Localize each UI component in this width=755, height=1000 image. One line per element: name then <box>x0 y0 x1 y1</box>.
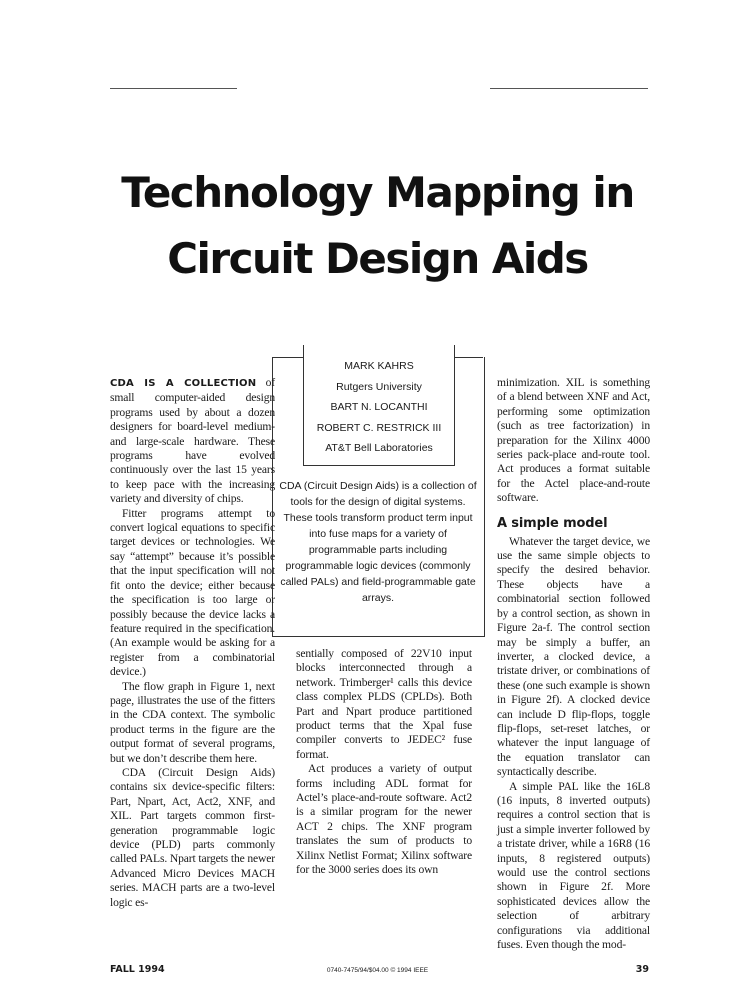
paragraph: A simple PAL like the 16L8 (16 inputs, 8 inverted outputs) requires a control section that is just a simple inverter followed by a tristate driver, while a 16R8 (16 inputs, 8 registered outputs) would use the control sections shown in Figure 2f. More sophisticated devices allow the selection of arbitrary configurations via additional fuses. Even though the mod- <box>497 779 650 952</box>
paragraph: Whatever the target device, we use the same simple objects to specify the desired behavior. These objects have a combinatorial section followed by a control section, as shown in Figure 2a-f. The control section may be simply a buffer, an inverter, a clocked device, a tristate driver, or combinations of these (one such example is shown in Figure 2f). A clocked device can include D flip-flops, toggle flip-flops, set-reset latches, or whatever the input language of the equation translator can syntactically describe. <box>497 534 650 779</box>
top-rule-left <box>110 88 237 89</box>
column-1 <box>110 376 275 910</box>
page-number: 39 <box>635 964 649 975</box>
author-name: MARK KAHRS <box>344 360 414 372</box>
box-top-rule <box>272 357 303 358</box>
issue-date: FALL 1994 <box>110 964 165 975</box>
paragraph: Act produces a variety of output forms including ADL format for Actel’s place-and-route software. Act2 is a similar program for the newer ACT 2 chips. The XNF program translates the sum of products to Xilinx Netlist Format; Xilinx software for the 3000 series does its own <box>296 762 472 877</box>
paragraph: minimization. XIL is something of a blend between XNF and Act, performing some optimization (such as tree factorization) in preparation for the Xilinx 4000 series pack-place and-route tool. Act produces a format suitable for the Actel place-and-route software. <box>497 376 650 505</box>
author-affiliation: Rutgers University <box>336 380 422 393</box>
top-rule-right <box>490 88 648 89</box>
title-line-2: Circuit Design Aids <box>167 234 588 283</box>
copyright: 0740-7475/94/$04.00 © 1994 IEEE <box>326 967 429 974</box>
paragraph: The flow graph in Figure 1, next page, illustrates the use of the fitters in the CDA context. The symbolic product terms in the figure are the output format of several programs, but we don’t describe them here. <box>110 679 275 765</box>
paragraph-text: of small computer-aided design programs used by about a dozen designers for board-level medium- and large-scale hardware. These programs have evolved continuously over the last 15 years to keep pace with the increasing variety and diversity of chips. <box>110 376 275 506</box>
lead-in: CDA IS A COLLECTION <box>110 378 257 389</box>
author-name: BART N. LOCANTHI <box>330 401 428 413</box>
paragraph: Fitter programs attempt to convert logical equations to specific target devices or technologies. We say “attempt” because it’s possible that the input specification will not fit onto the device; either because the specification is too large or possibly because the device lacks a feature required in the specification. (An example would be asking for a register from a combinatorial device.) <box>110 506 275 679</box>
paragraph: CDA (Circuit Design Aids) contains six device-specific filters: Part, Npart, Act, Act2, XNF, and XIL. Part targets common first-generation programmable logic device (PLD) parts commonly called PALs. Npart targets the newer Advanced Micro Devices MACH series. MACH parts are a two-level logic es- <box>110 765 275 909</box>
author-name: ROBERT C. RESTRICK III <box>316 421 442 434</box>
author-affiliation: AT&T Bell Laboratories <box>325 442 433 454</box>
abstract-text: CDA (Circuit Design Aids) is a collection of tools for the design of digital systems. These tools transform product term input into fuse maps for a variety of programmable parts including programmable logic devices (commonly called PALs) and field-programmable gate arrays. <box>279 480 477 604</box>
title-line-1: Technology Mapping in <box>121 168 634 217</box>
box-top-rule <box>453 357 483 358</box>
author-box <box>303 345 455 466</box>
section-heading: A simple model <box>497 515 608 531</box>
column-3 <box>497 376 650 952</box>
paragraph <box>110 376 275 507</box>
paragraph: sentially composed of 22V10 input blocks interconnected through a network. Trimberger¹ calls this device class complex PLDS (CPLDs). Both Part and Npart produce partitioned product terms that the Xpal fuse compiler converts to JEDEC² fuse format. <box>296 647 472 761</box>
column-2 <box>296 647 472 878</box>
